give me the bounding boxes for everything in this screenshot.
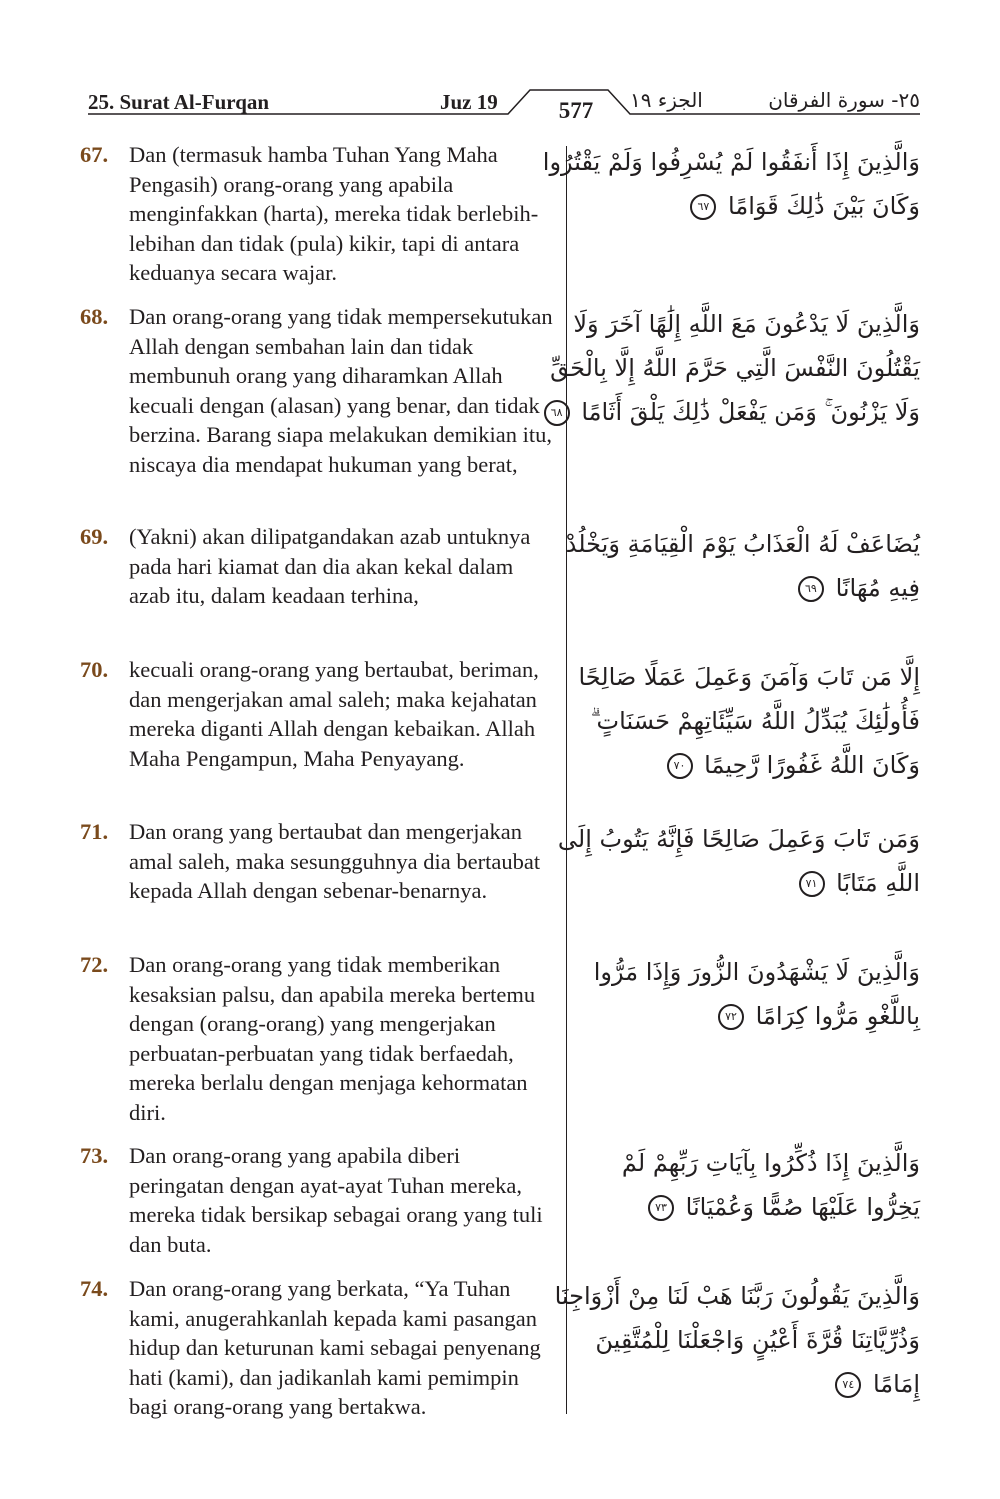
arabic-line: وَكَانَ اللَّهُ غَفُورًا رَّحِيمًا ٧٠ <box>600 743 920 787</box>
ayah-end-marker: ٧٢ <box>718 1004 744 1030</box>
ayah-end-marker: ٦٨ <box>544 400 570 426</box>
verse-number: 69. <box>80 524 109 549</box>
arabic-line: وَذُرِّيَّاتِنَا قُرَّةَ أَعْيُنٍ وَاجْعَلْنَا لِلْمُتَّقِينَ <box>595 1326 920 1354</box>
verse-number: 67. <box>80 142 109 167</box>
verse-translation <box>80 950 560 1127</box>
arabic-line: فَأُولَٰئِكَ يُبَدِّلُ اللَّهُ سَيِّئَاتِهِمْ حَسَنَاتٍ ۗ <box>590 707 920 735</box>
juz-label-latin: Juz 19 <box>440 90 498 114</box>
verse-arabic <box>565 522 920 610</box>
verse-translation <box>80 817 560 906</box>
ayah-end-marker: ٧٤ <box>835 1372 861 1398</box>
verse-arabic <box>600 1141 920 1229</box>
arabic-line: يَقْتُلُونَ النَّفْسَ الَّتِي حَرَّمَ اللَّهُ إِلَّا بِالْحَقِّ <box>550 354 920 382</box>
arabic-line: يُضَاعَفْ لَهُ الْعَذَابُ يَوْمَ الْقِيَامَةِ وَيَخْلُدْ <box>565 530 920 558</box>
verse-number: 72. <box>80 952 109 977</box>
verse-translation <box>80 302 560 479</box>
verse-number: 74. <box>80 1276 109 1301</box>
surah-title-arabic: ٢٥- سورة الفرقان <box>768 88 920 112</box>
translation-text: Dan orang-orang yang tidak mempersekutukan Allah dengan sembahan lain dan tidak membunuh orang yang diharamkan Allah kecuali dengan (alasan) yang benar, dan tidak berzina. Barang siapa melakukan demikian itu, niscaya dia mendapat hukuman yang berat, <box>129 304 553 477</box>
translation-text: kecuali orang-orang yang bertaubat, beriman, dan mengerjakan amal saleh; maka kejahatan mereka diganti Allah dengan kebaikan. Allah Maha Pengampun, Maha Penyayang. <box>129 657 539 771</box>
ayah-end-marker: ٦٧ <box>690 194 716 220</box>
arabic-line: إِمَامًا ٧٤ <box>600 1362 920 1406</box>
translation-text: (Yakni) akan dilipatgandakan azab untuknya pada hari kiamat dan dia akan kekal dalam azab itu, dalam keadaan terhina, <box>129 524 531 608</box>
arabic-line: وَالَّذِينَ إِذَا ذُكِّرُوا بِآيَاتِ رَبِّهِمْ لَمْ <box>621 1149 920 1177</box>
arabic-line: فِيهِ مُهَانًا ٦٩ <box>600 566 920 610</box>
verse-number: 70. <box>80 657 109 682</box>
verse-arabic <box>554 1274 920 1406</box>
translation-text: Dan orang-orang yang apabila diberi peringatan dengan ayat-ayat Tuhan mereka, mereka tidak bersikap sebagai orang yang tuli dan buta. <box>129 1143 543 1257</box>
verse-number: 68. <box>80 304 109 329</box>
arabic-line: اللَّهِ مَتَابًا ٧١ <box>600 861 920 905</box>
translation-text: Dan (termasuk hamba Tuhan Yang Maha Pengasih) orang-orang yang apabila menginfakkan (harta), mereka tidak berlebih-lebihan dan tidak (pula) kikir, tapi di antara keduanya secara wajar. <box>129 142 539 285</box>
ayah-end-marker: ٧١ <box>799 871 825 897</box>
verse-translation <box>80 1141 560 1259</box>
ayah-end-marker: ٧٣ <box>648 1195 674 1221</box>
surah-title-latin: 25. Surat Al-Furqan <box>88 90 270 114</box>
verse-translation <box>80 140 560 288</box>
column-divider <box>566 146 567 1414</box>
verse-arabic <box>557 817 920 905</box>
verse-arabic <box>578 655 920 787</box>
juz-label-arabic: الجزء ١٩ <box>630 88 703 112</box>
translation-text: Dan orang-orang yang berkata, “Ya Tuhan kami, anugerahkanlah kepada kami pasangan hidup dan keturunan kami sebagai penyenang hati (kami), dan jadikanlah kami pemimpin bagi orang-orang yang bertakwa. <box>129 1276 541 1419</box>
translation-text: Dan orang yang bertaubat dan mengerjakan amal saleh, maka sesungguhnya dia bertaubat kepada Allah dengan sebenar-benarnya. <box>129 819 541 903</box>
ayah-end-marker: ٦٩ <box>798 576 824 602</box>
page-header <box>88 86 920 126</box>
arabic-line: وَالَّذِينَ لَا يَشْهَدُونَ الزُّورَ وَإِذَا مَرُّوا <box>593 958 920 986</box>
translation-text: Dan orang-orang yang tidak memberikan kesaksian palsu, dan apabila mereka bertemu dengan (orang-orang) yang mengerjakan perbuatan-perbuatan yang tidak berfaedah, mereka berlalu dengan menjaga kehormatan diri. <box>129 952 536 1125</box>
verse-arabic <box>593 950 920 1038</box>
arabic-line: بِاللَّغْوِ مَرُّوا كِرَامًا ٧٢ <box>600 994 920 1038</box>
verse-translation <box>80 1274 560 1422</box>
verse-number: 71. <box>80 819 109 844</box>
arabic-line: إِلَّا مَن تَابَ وَآمَنَ وَعَمِلَ عَمَلًا صَالِحًا <box>578 663 920 691</box>
page-number: 577 <box>558 98 594 123</box>
ayah-end-marker: ٧٠ <box>667 753 693 779</box>
verse-translation <box>80 522 560 611</box>
verse-number: 73. <box>80 1143 109 1168</box>
arabic-line: وَمَن تَابَ وَعَمِلَ صَالِحًا فَإِنَّهُ يَتُوبُ إِلَى <box>557 825 920 853</box>
arabic-line: وَالَّذِينَ يَقُولُونَ رَبَّنَا هَبْ لَنَا مِنْ أَزْوَاجِنَا <box>554 1282 920 1310</box>
verse-arabic <box>542 140 920 228</box>
verse-arabic <box>550 302 920 434</box>
arabic-line: وَكَانَ بَيْنَ ذَٰلِكَ قَوَامًا ٦٧ <box>600 184 920 228</box>
arabic-line: يَخِرُّوا عَلَيْهَا صُمًّا وَعُمْيَانًا ٧٣ <box>600 1185 920 1229</box>
arabic-line: وَالَّذِينَ إِذَا أَنفَقُوا لَمْ يُسْرِفُوا وَلَمْ يَقْتُرُوا <box>542 148 920 176</box>
arabic-line: وَلَا يَزْنُونَ ۚ وَمَن يَفْعَلْ ذَٰلِكَ يَلْقَ أَثَامًا ٦٨ <box>600 390 920 434</box>
verse-translation <box>80 655 560 773</box>
arabic-line: وَالَّذِينَ لَا يَدْعُونَ مَعَ اللَّهِ إِلَٰهًا آخَرَ وَلَا <box>573 310 920 338</box>
